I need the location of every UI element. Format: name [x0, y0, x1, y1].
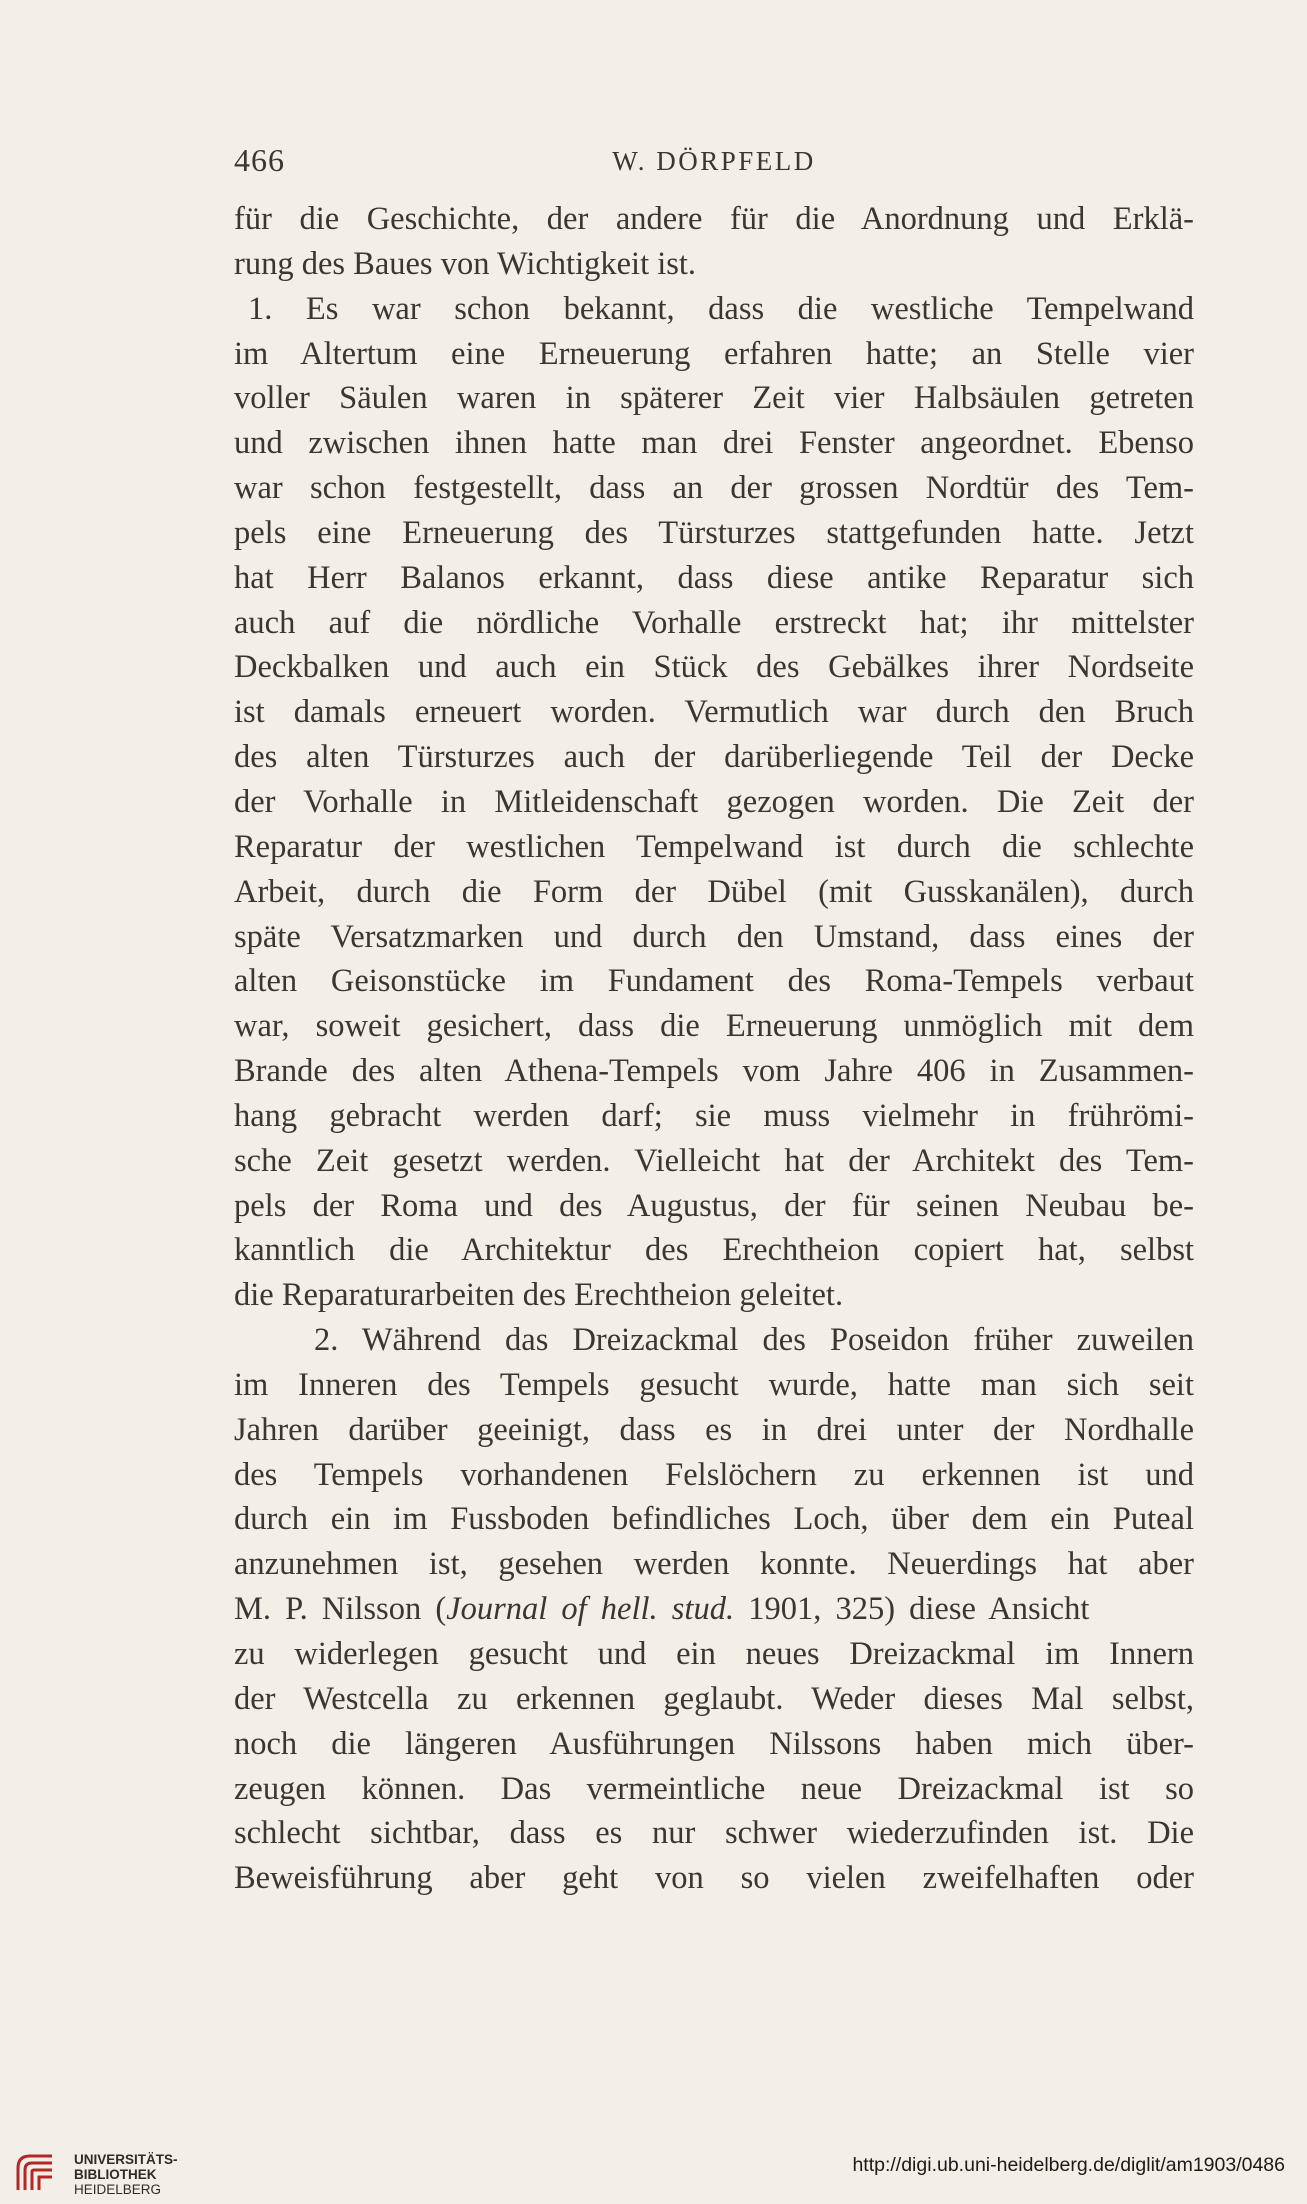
text-line: Brande des alten Athena-Tempels vom Jahre 406 in Zusammen- — [234, 1053, 1194, 1090]
text-line: 2. Während das Dreizackmal des Poseidon früher zuweilen — [314, 1322, 1194, 1359]
citation-rest: 1901, 325) diese Ansicht — [734, 1591, 1090, 1628]
text-line: die Reparaturarbeiten des Erechtheion geleitet. — [234, 1277, 844, 1314]
text-line: der Vorhalle in Mitleidenschaft gezogen worden. Die Zeit der — [234, 783, 1194, 820]
text-line: sche Zeit gesetzt werden. Vielleicht hat der Architekt des Tem- — [234, 1142, 1194, 1179]
text-line: kanntlich die Architektur des Erechtheion copiert hat, selbst — [234, 1232, 1194, 1269]
text-line: Arbeit, durch die Form der Dübel (mit Gusskanälen), durch — [234, 873, 1194, 910]
text-line: schlecht sichtbar, dass es nur schwer wiederzufinden ist. Die — [234, 1815, 1194, 1852]
page-header — [234, 142, 1194, 182]
citation-journal: Journal of hell. stud. — [446, 1591, 735, 1628]
text-line: war schon festgestellt, dass an der grossen Nordtür des Tem- — [234, 470, 1194, 507]
text-line: ist damals erneuert worden. Vermutlich war durch den Bruch — [234, 694, 1194, 731]
text-line: späte Versatzmarken und durch den Umstand, dass eines der — [234, 918, 1194, 955]
text-line: im Inneren des Tempels gesucht wurde, hatte man sich seit — [234, 1366, 1194, 1403]
text-line: hat Herr Balanos erkannt, dass diese antike Reparatur sich — [234, 559, 1194, 596]
text-line: für die Geschichte, der andere für die Anordnung und Erklä- — [234, 201, 1194, 237]
body-text — [234, 197, 1194, 1901]
running-head: W. DÖRPFELD — [612, 146, 816, 176]
page-number: 466 — [234, 142, 285, 178]
library-name-line1: UNIVERSITÄTS- — [74, 2152, 178, 2167]
text-line-citation — [234, 1587, 1194, 1632]
text-line: des alten Türsturzes auch der darüberliegende Teil der Decke — [234, 739, 1194, 776]
text-line: alten Geisonstücke im Fundament des Roma-Tempels verbaut — [234, 963, 1194, 1000]
text-line: des Tempels vorhandenen Felslöchern zu erkennen ist und — [234, 1456, 1194, 1493]
text-line: pels eine Erneuerung des Türsturzes stattgefunden hatte. Jetzt — [234, 514, 1194, 551]
text-line: zeugen können. Das vermeintliche neue Dreizackmal ist so — [234, 1770, 1194, 1807]
text-line: Deckbalken und auch ein Stück des Gebälkes ihrer Nordseite — [234, 649, 1194, 686]
text-line: hang gebracht werden darf; sie muss vielmehr in frührömi- — [234, 1097, 1194, 1134]
text-line: 1. Es war schon bekannt, dass die westliche Tempelwand — [248, 290, 1194, 327]
text-line: auch auf die nördliche Vorhalle erstreckt hat; ihr mittelster — [234, 604, 1194, 641]
text-line: war, soweit gesichert, dass die Erneuerung unmöglich mit dem — [234, 1008, 1194, 1045]
text-line: rung des Baues von Wichtigkeit ist. — [234, 245, 697, 282]
library-logo-icon — [12, 2150, 58, 2196]
text-line: der Westcella zu erkennen geglaubt. Weder dieses Mal selbst, — [234, 1680, 1194, 1717]
citation-author: M. P. Nilsson ( — [234, 1591, 447, 1628]
text-line: voller Säulen waren in späterer Zeit vier Halbsäulen getreten — [234, 380, 1194, 417]
text-line: Beweisführung aber geht von so vielen zweifelhaften oder — [234, 1860, 1194, 1897]
text-line: noch die längeren Ausführungen Nilssons haben mich über- — [234, 1725, 1194, 1762]
library-name — [74, 2152, 178, 2197]
text-line: im Altertum eine Erneuerung erfahren hatte; an Stelle vier — [234, 335, 1194, 372]
text-line: zu widerlegen gesucht und ein neues Dreizackmal im Innern — [234, 1636, 1194, 1672]
digitization-footer — [0, 2146, 1307, 2204]
text-line: Jahren darüber geeinigt, dass es in drei unter der Nordhalle — [234, 1411, 1194, 1448]
text-line: durch ein im Fussboden befindliches Loch, über dem ein Puteal — [234, 1501, 1194, 1538]
library-name-line2: BIBLIOTHEK — [74, 2167, 157, 2182]
text-line: pels der Roma und des Augustus, der für seinen Neubau be- — [234, 1187, 1194, 1224]
text-line: Reparatur der westlichen Tempelwand ist durch die schlechte — [234, 828, 1194, 865]
text-line: anzunehmen ist, gesehen werden konnte. Neuerdings hat aber — [234, 1546, 1194, 1583]
text-line: und zwischen ihnen hatte man drei Fenster angeordnet. Ebenso — [234, 425, 1194, 462]
permalink-url[interactable]: http://digi.ub.uni-heidelberg.de/diglit/am1903/0486 — [852, 2154, 1285, 2176]
library-name-line3: HEIDELBERG — [74, 2182, 162, 2197]
